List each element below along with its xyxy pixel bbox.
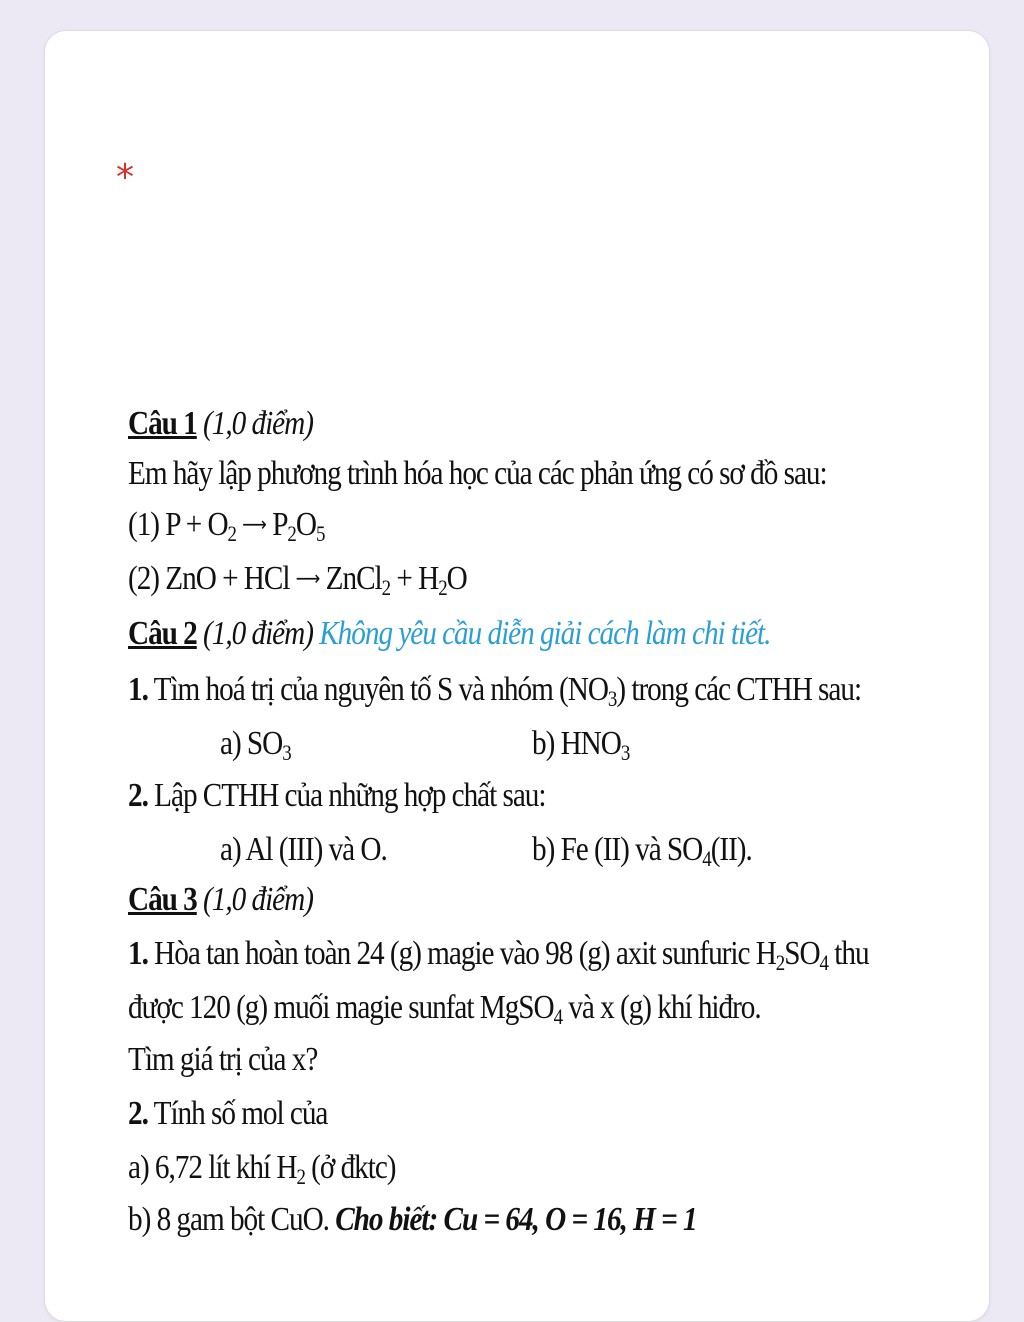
q3-part1-number: 1. [128,935,148,972]
q3-part1-line2-text-a: được 120 (g) muối magie sunfat MgSO [128,989,554,1026]
q3-part2-b [128,1200,697,1240]
arrow-icon: ⟶ [242,512,266,536]
q3-part1-line3: Tìm giá trị của x? [128,1041,318,1078]
eq2-product1-sub: 2 [381,575,391,600]
q2-part1 [128,670,861,710]
q3-part2-a-text-b: (ở đktc) [304,1149,396,1186]
eq2-reactants: ZnO + HCl [165,560,290,597]
eq1-product-sub2: 5 [315,521,325,546]
q2-part2-number: 2. [128,777,148,814]
q3-part1-text-b: thu [827,935,869,972]
q3-part2-number: 2. [128,1095,148,1132]
q3-part1-text-a: Hòa tan hoàn toàn 24 (g) magie vào 98 (g) axit sunfuric H [154,935,776,972]
arrow-icon: ⟶ [295,566,320,590]
q2-part1-text-b: ) trong các CTHH sau: [616,671,862,708]
q3-part1-line1 [128,934,869,974]
q3-part2-b-text: b) 8 gam bột CuO. [128,1201,336,1238]
eq1-number: (1) [128,506,160,543]
q2-heading-line [128,614,770,654]
q2-part1-a-label: a) SO [220,725,283,762]
q3-part1-mid: SO [784,935,820,972]
eq1-product-o: O [295,506,316,543]
q1-heading-line [128,404,313,444]
eq1-product-sub1: 2 [287,521,296,546]
q2-points: (1,0 điểm) [203,615,313,652]
eq2-product2-sub: 2 [438,575,447,600]
q2-part1-b [532,724,629,764]
q2-part1-a [220,724,291,764]
q2-heading: Câu 2 [128,615,197,652]
q3-part2-a [128,1148,396,1188]
q3-part1-sub1: 2 [775,950,785,975]
q3-heading-line [128,880,313,920]
q2-part1-a-sub: 3 [282,740,291,765]
q2-part1-b-sub: 3 [620,740,630,765]
q2-part2-b-label-a: b) Fe (II) và SO [532,831,703,868]
q1-heading: Câu 1 [128,405,197,442]
q3-part1-sub2: 4 [819,950,828,975]
q1-points: (1,0 điểm) [203,405,313,442]
q1-prompt: Em hãy lập phương trình hóa học của các phản ứng có sơ đồ sau: [128,455,827,492]
q2-part2 [128,776,545,816]
q3-part1-line2-sub: 4 [553,1004,563,1029]
eq1-sub: 2 [227,521,236,546]
q2-part1-number: 1. [128,671,148,708]
q3-part2-a-sub: 2 [296,1164,305,1189]
q2-part2-b-label-b: (II). [710,831,752,868]
q3-part2-text: Tính số mol của [153,1095,328,1132]
q3-points: (1,0 điểm) [203,881,313,918]
q2-part2-b [532,830,752,870]
q2-part1-b-label: b) HNO [532,725,621,762]
q3-part2 [128,1094,327,1134]
q2-part1-text-a: Tìm hoá trị của nguyên tố S và nhóm (NO [153,671,608,708]
q3-part1-line2 [128,988,761,1028]
eq2-number: (2) [128,560,160,597]
eq2-product2: + H [390,560,439,597]
eq1-reactants: P + O [165,506,228,543]
eq2-product2-o: O [446,560,467,597]
q1-equation-1 [128,504,324,545]
q3-part2-a-text-a: a) 6,72 lít khí H [128,1149,297,1186]
eq1-product: P [272,506,288,543]
q3-given-values: Cho biết: Cu = 64, O = 16, H = 1 [335,1201,697,1238]
q1-equation-2 [128,558,467,599]
q3-part1-line2-text-b: và x (g) khí hiđro. [562,989,761,1026]
q2-part2-b-sub: 4 [702,846,711,871]
q2-hint: Không yêu cầu diễn giải cách làm chi tiết. [319,615,771,652]
required-asterisk: * [116,157,134,198]
q3-heading: Câu 3 [128,881,197,918]
q2-part2-text: Lập CTHH của những hợp chất sau: [154,777,546,814]
q2-part1-sub: 3 [607,686,617,711]
q2-part2-a: a) Al (III) và O. [220,831,387,868]
eq2-product1: ZnCl [325,560,382,597]
